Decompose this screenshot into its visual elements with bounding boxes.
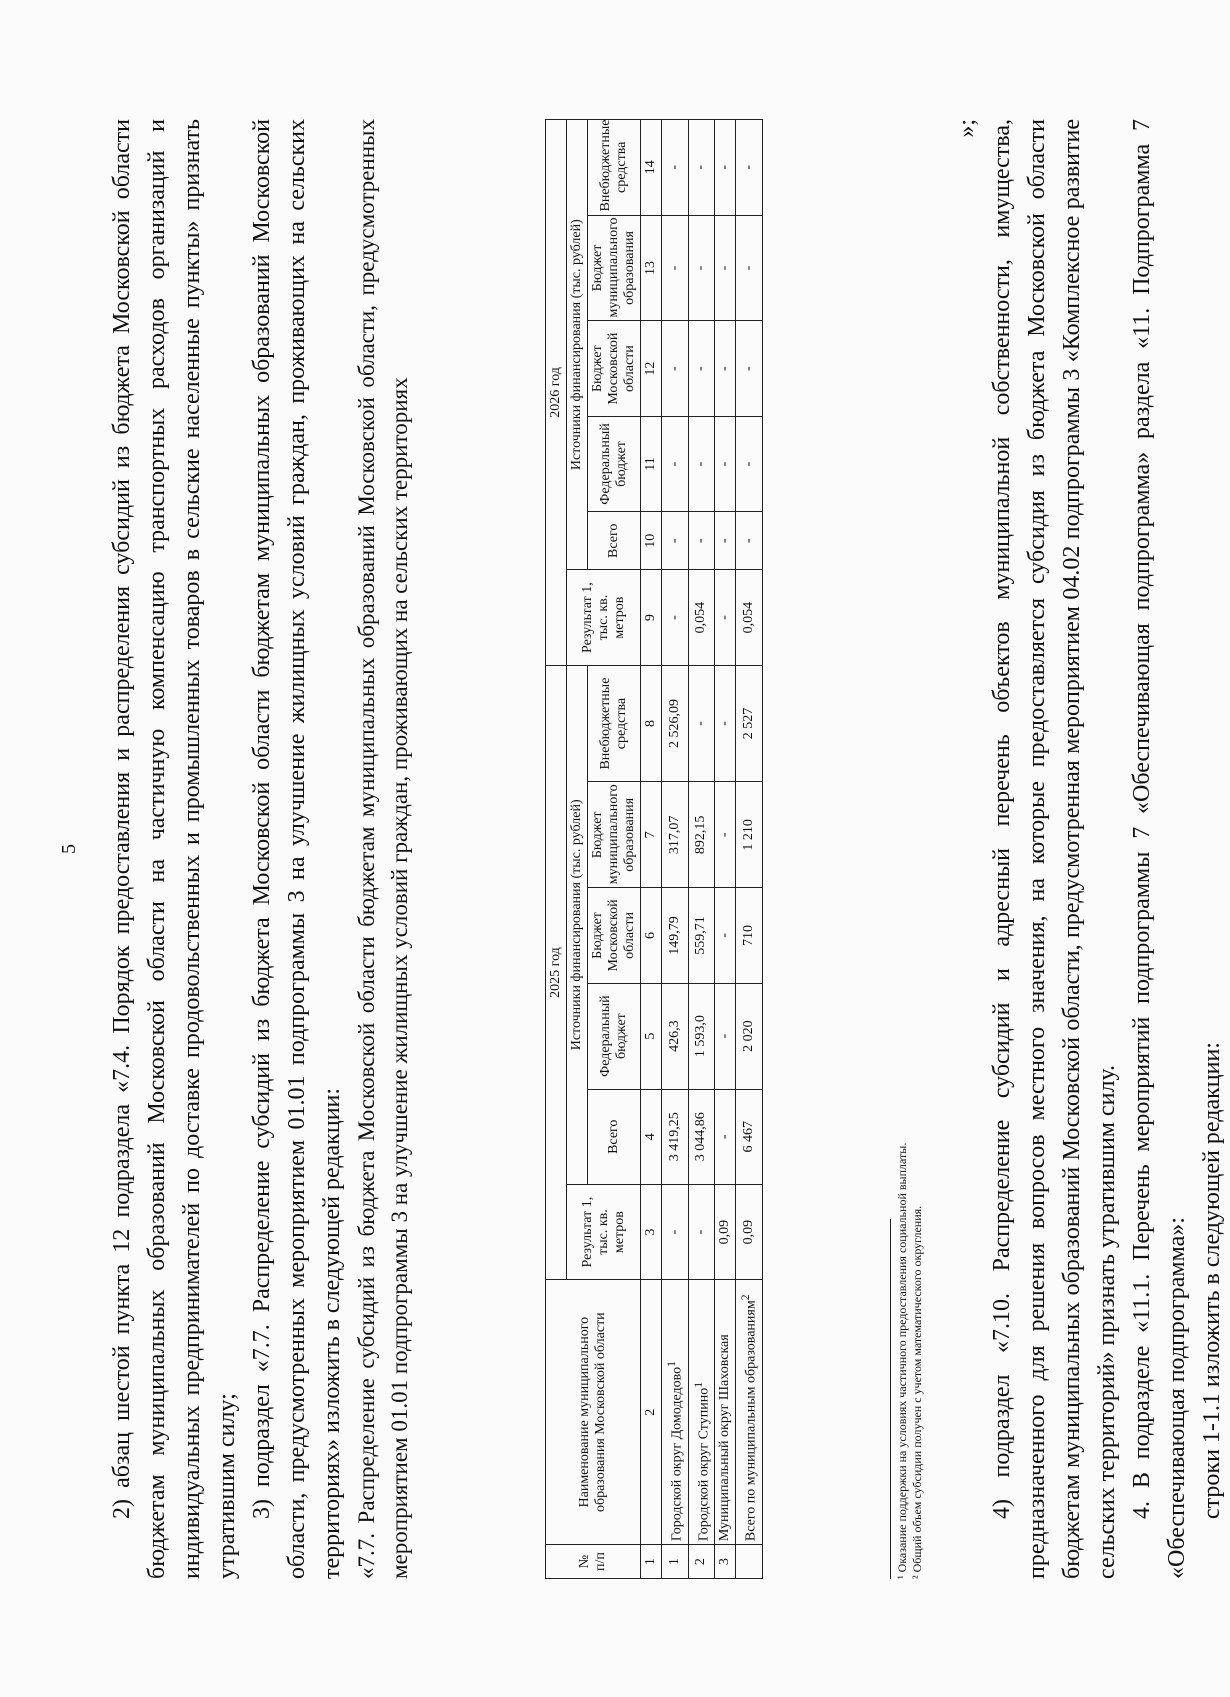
col-number: 5 — [641, 983, 662, 1089]
header-result-2025: Результат 1, тыс. кв. метров — [567, 1184, 641, 1279]
table-cell: - — [688, 320, 715, 415]
header-num: № п/п — [546, 1544, 641, 1578]
header-total-2025: Всего — [588, 1089, 641, 1184]
table-cell: 0,054 — [688, 569, 715, 664]
footnote-ref: 2 — [739, 1293, 753, 1300]
page-number: 5 — [58, 843, 80, 854]
header-total-2026: Всего — [588, 511, 641, 569]
body-text-bottom — [950, 119, 1230, 1579]
municipality-name — [688, 1279, 715, 1544]
table-cell: 2 527 — [736, 665, 763, 782]
municipality-name — [715, 1279, 736, 1544]
table-row — [662, 119, 689, 1578]
body-text-top — [105, 119, 416, 1579]
header-sources-2026: Источники финансирования (тыс. рублей) — [567, 119, 588, 569]
header-mo-2025: Бюджет Московской области — [588, 887, 641, 982]
paragraph-rows: строки 1-1.1 изложить в следующей редакции: — [1199, 1041, 1225, 1519]
table-cell: - — [662, 416, 689, 511]
row-number: 3 — [715, 1544, 736, 1578]
table-cell: - — [662, 569, 689, 664]
table-cell: - — [736, 416, 763, 511]
header-row-1 — [546, 119, 567, 1578]
header-name: Наименование муниципального образования Московской области — [546, 1279, 641, 1544]
table-title: «7.7. Распределение субсидий из бюджета Московской области бюджетам муниципальных образований Московской области, предусмотренных мероприятием 01.01 подпрограммы 3 на улучшение жилищных условий граждан, проживающих на сельских территориях — [354, 118, 412, 1579]
table-cell: 0,09 — [736, 1184, 763, 1279]
table-cell: - — [715, 320, 736, 415]
table-cell: - — [715, 119, 736, 215]
table-cell: - — [715, 665, 736, 782]
col-number: 11 — [641, 416, 662, 511]
table-cell: 2 020 — [736, 983, 763, 1089]
header-extra-2025: Внебюджетные средства — [588, 665, 641, 782]
header-fed-2026: Федеральный бюджет — [588, 416, 641, 511]
col-number: 13 — [641, 215, 662, 321]
footnote-1: ¹ Оказание поддержки на условиях частичного предоставления социальной выплаты. — [895, 1142, 909, 1579]
header-extra-2026: Внебюджетные средства — [588, 119, 641, 215]
table-cell: 426,3 — [662, 983, 689, 1089]
col-number: 7 — [641, 781, 662, 887]
municipality-name-text: Всего по муниципальным образованиям — [743, 1299, 759, 1541]
col-number: 1 — [641, 1544, 662, 1578]
header-mun-2026: Бюджет муниципального образования — [588, 215, 641, 321]
table-cell: - — [715, 511, 736, 569]
row-number: 2 — [688, 1544, 715, 1578]
table-total-row — [736, 119, 763, 1578]
table-cell: 3 419,25 — [662, 1089, 689, 1184]
table-cell: - — [662, 119, 689, 215]
table-cell: - — [662, 215, 689, 321]
table-cell: - — [715, 569, 736, 664]
col-number: 14 — [641, 119, 662, 215]
col-number: 4 — [641, 1089, 662, 1184]
paragraph-2: 2) абзац шестой пункта 12 подраздела «7.4. Порядок предоставления и распределения субсидий из бюджета Московской области бюджетам муниципальных образований Московской области на частичную компенсацию транспортных расходов организаций и индивидуальных предпринимателей по доставке продовольственных и промышленных товаров в сельские населенные пункты» признать утратившим силу; — [109, 118, 240, 1579]
table-cell: - — [736, 215, 763, 321]
col-number: 2 — [641, 1279, 662, 1544]
row-number — [736, 1544, 763, 1578]
rotated-page-content — [50, 49, 1225, 1649]
municipality-name — [662, 1279, 689, 1544]
table-cell: 149,79 — [662, 887, 689, 982]
table-cell: - — [688, 416, 715, 511]
table-cell: - — [688, 119, 715, 215]
table-cell: - — [715, 1089, 736, 1184]
table-cell: - — [736, 119, 763, 215]
table-cell: 0,09 — [715, 1184, 736, 1279]
footnote-ref: 1 — [665, 1360, 678, 1367]
table-cell: - — [688, 215, 715, 321]
header-mo-2026: Бюджет Московской области — [588, 320, 641, 415]
closing-quote: »; — [954, 118, 980, 138]
table-cell: - — [715, 887, 736, 982]
header-year-2025: 2025 год — [546, 665, 567, 1280]
row-number: 1 — [662, 1544, 689, 1578]
municipality-name-text: Городской округ Домодедово — [669, 1366, 685, 1541]
table-cell: - — [662, 511, 689, 569]
table-cell: - — [662, 1184, 689, 1279]
municipality-name — [736, 1279, 763, 1544]
footnote-2: ² Общий объем субсидии получен с учетом математического округления. — [910, 1205, 924, 1579]
col-number: 3 — [641, 1184, 662, 1279]
table-cell: 1 593,0 — [688, 983, 715, 1089]
footnote-ref: 1 — [691, 1381, 705, 1388]
header-fed-2025: Федеральный бюджет — [588, 983, 641, 1089]
col-number: 12 — [641, 320, 662, 415]
table-cell: - — [688, 665, 715, 782]
table-cell: - — [662, 320, 689, 415]
table-cell: 710 — [736, 887, 763, 982]
col-number: 6 — [641, 887, 662, 982]
paragraph-4: 4) подраздел «7.10. Распределение субсидий и адресный перечень объектов муниципальной собственности, имущества, предназначенного для решения вопросов местного значения, на которые предоставляется субсидия из бюджета Московской области бюджетам муниципальных образований Московской области, предусмотренная мероприятием 04.02 подпрограммы 3 «Комплексное развитие сельских территорий» признать утратившим силу. — [989, 118, 1120, 1579]
table-cell: - — [736, 511, 763, 569]
col-number: 8 — [641, 665, 662, 782]
municipality-name-text: Городской округ Ступино — [696, 1387, 712, 1541]
subsidy-table — [545, 119, 763, 1579]
table-cell: 1 210 — [736, 781, 763, 887]
footnote-rule — [890, 1219, 891, 1579]
table-cell: 2 526,09 — [662, 665, 689, 782]
table-cell: 3 044,86 — [688, 1089, 715, 1184]
table-cell: 892,15 — [688, 781, 715, 887]
footnotes — [890, 119, 925, 1579]
table-cell: 559,71 — [688, 887, 715, 982]
header-mun-2025: Бюджет муниципального образования — [588, 781, 641, 887]
table-cell: 0,054 — [736, 569, 763, 664]
table-cell: - — [715, 983, 736, 1089]
subsidy-table-wrapper — [545, 119, 763, 1579]
table-cell: - — [715, 781, 736, 887]
table-body — [662, 119, 763, 1578]
table-row — [688, 119, 715, 1578]
table-row — [715, 119, 736, 1578]
column-number-row — [641, 119, 662, 1578]
paragraph-section-4: 4. В подразделе «11.1. Перечень мероприятий подпрограммы 7 «Обеспечивающая подпрограмма» раздела «11. Подпрограмма 7 «Обеспечивающая подпрограмма»: — [1129, 118, 1190, 1579]
table-cell: 317,07 — [662, 781, 689, 887]
table-cell: - — [688, 1184, 715, 1279]
table-cell: - — [715, 215, 736, 321]
table-cell: - — [688, 511, 715, 569]
table-cell: 6 467 — [736, 1089, 763, 1184]
header-result-2026: Результат 1, тыс. кв. метров — [567, 569, 641, 664]
table-cell: - — [715, 416, 736, 511]
header-sources-2025: Источники финансирования (тыс. рублей) — [567, 665, 588, 1184]
paragraph-3: 3) подраздел «7.7. Распределение субсидий из бюджета Московской области бюджетам муниципальных образований Московской области, предусмотренных мероприятием 01.01 подпрограммы 3 на улучшение жилищных условий граждан, проживающих на сельских территориях» изложить в следующей редакции: — [249, 118, 345, 1579]
table-cell: - — [736, 320, 763, 415]
header-year-2026: 2026 год — [546, 119, 567, 665]
col-number: 10 — [641, 511, 662, 569]
col-number: 9 — [641, 569, 662, 664]
municipality-name-text: Муниципальный округ Шаховская — [717, 1333, 733, 1541]
